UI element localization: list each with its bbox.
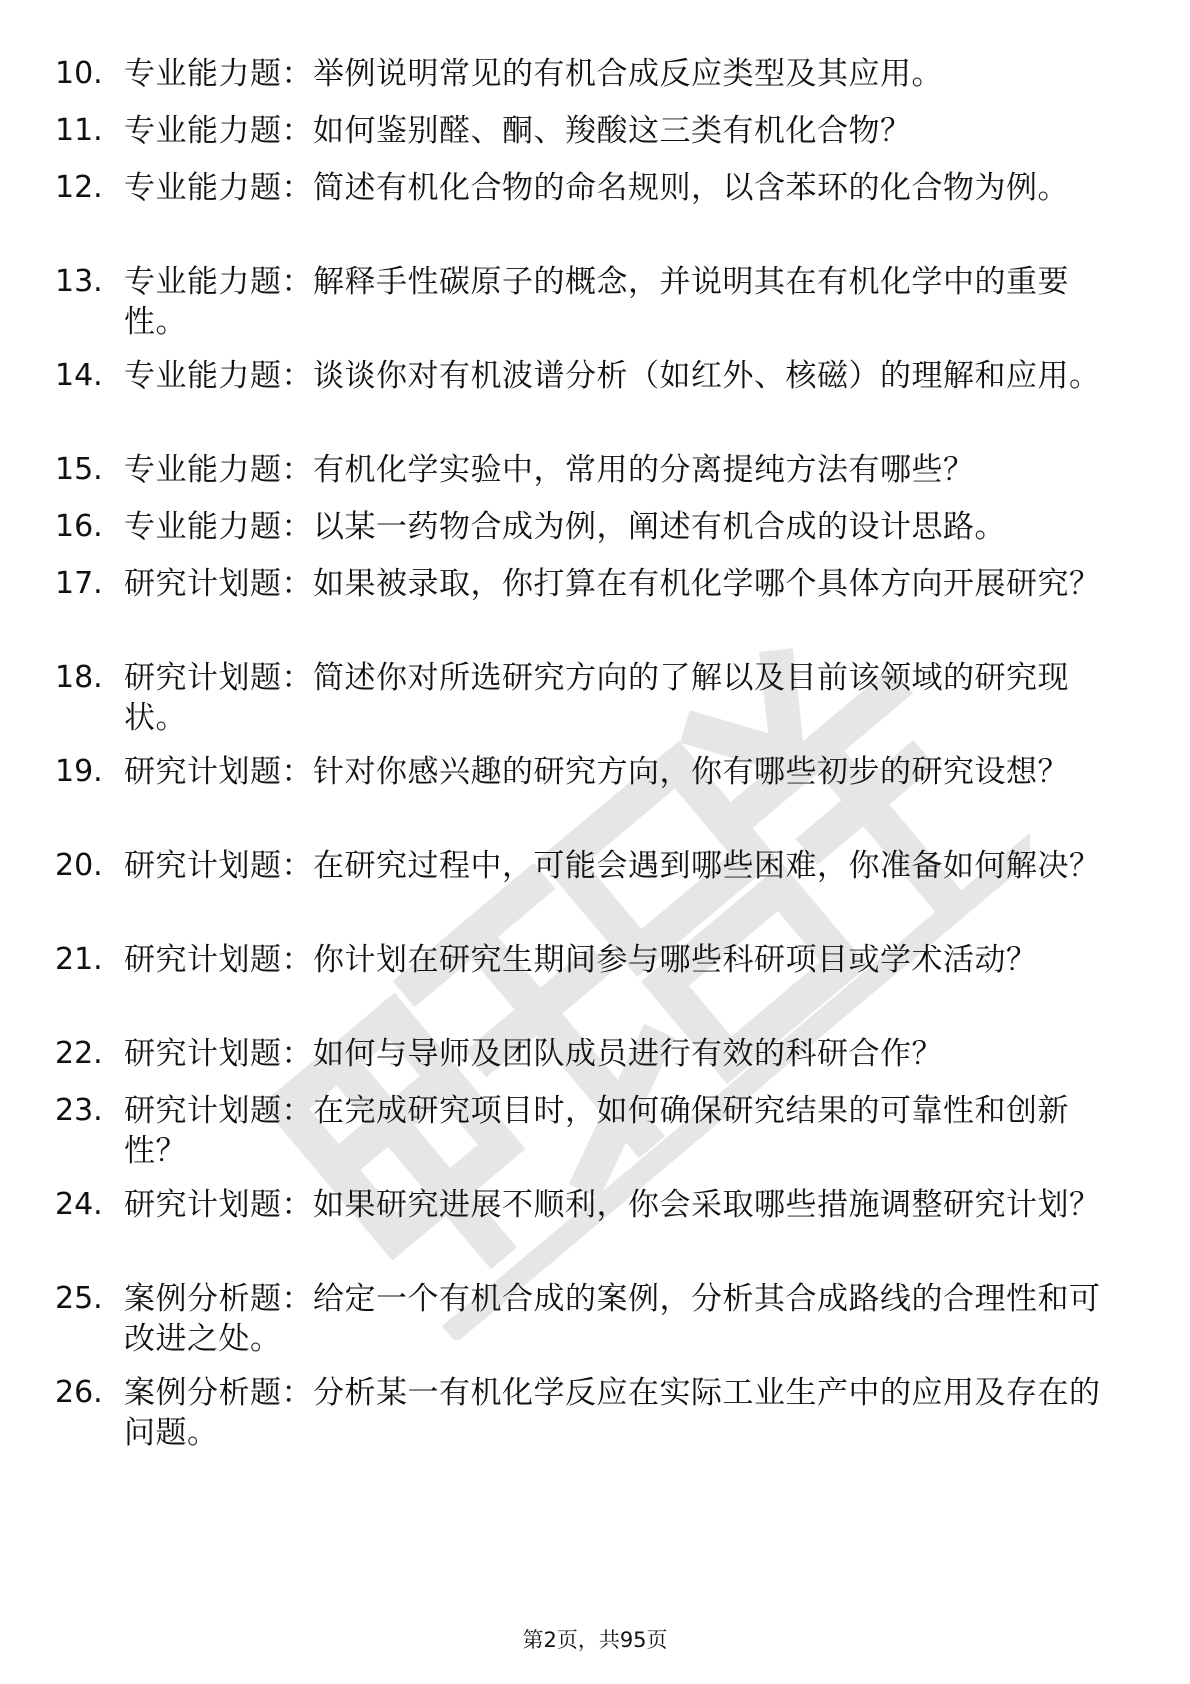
question-text: 解释手性碳原子的概念，并说明其在有机化学中的重要性。 (124, 264, 1069, 340)
question-number: 13. (55, 264, 103, 299)
question-type: 研究计划题： (124, 660, 313, 696)
question-type: 案例分析题： (124, 1375, 313, 1411)
question-number: 23. (55, 1093, 103, 1128)
question-text: 举例说明常见的有机合成反应类型及其应用。 (313, 56, 943, 92)
question-body (124, 1034, 1109, 1074)
question-text: 以某一药物合成为例，阐述有机合成的设计思路。 (313, 509, 1006, 545)
question-type: 专业能力题： (124, 358, 313, 394)
question-number: 12. (55, 170, 103, 205)
question-number: 18. (55, 660, 103, 695)
question-body (124, 846, 1109, 886)
question-body (124, 940, 1109, 980)
question-text: 针对你感兴趣的研究方向，你有哪些初步的研究设想？ (313, 754, 1069, 790)
question-type: 研究计划题： (124, 754, 313, 790)
question-number: 14. (55, 358, 103, 393)
question-body (124, 450, 1109, 490)
question-number: 16. (55, 509, 103, 544)
question-type: 专业能力题： (124, 509, 313, 545)
question-text: 在研究过程中，可能会遇到哪些困难，你准备如何解决？ (313, 848, 1101, 884)
question-text: 谈谈你对有机波谱分析（如红外、核磁）的理解和应用。 (313, 358, 1101, 394)
question-number: 21. (55, 942, 103, 977)
question-number: 22. (55, 1036, 103, 1071)
question-text: 有机化学实验中，常用的分离提纯方法有哪些？ (313, 452, 975, 488)
question-number: 25. (55, 1281, 103, 1316)
question-body (124, 507, 1109, 547)
question-number: 11. (55, 113, 103, 148)
question-type: 研究计划题： (124, 1036, 313, 1072)
question-body (124, 658, 1109, 738)
question-text: 在完成研究项目时，如何确保研究结果的可靠性和创新性？ (124, 1093, 1069, 1169)
question-text: 给定一个有机合成的案例，分析其合成路线的合理性和可改进之处。 (124, 1281, 1101, 1357)
question-number: 24. (55, 1187, 103, 1222)
question-text: 如果被录取，你打算在有机化学哪个具体方向开展研究？ (313, 566, 1101, 602)
question-body (124, 54, 1109, 94)
question-number: 15. (55, 452, 103, 487)
question-type: 专业能力题： (124, 56, 313, 92)
page-number: 第2页，共95页 (522, 1628, 668, 1652)
question-body (124, 1279, 1109, 1359)
question-text: 简述有机化合物的命名规则，以含苯环的化合物为例。 (313, 170, 1069, 206)
question-body (124, 1091, 1109, 1171)
question-body (124, 564, 1109, 604)
question-text: 如何与导师及团队成员进行有效的科研合作？ (313, 1036, 943, 1072)
question-number: 20. (55, 848, 103, 883)
question-text: 如果研究进展不顺利，你会采取哪些措施调整研究计划？ (313, 1187, 1101, 1223)
question-type: 专业能力题： (124, 264, 313, 300)
question-body (124, 1373, 1109, 1453)
question-type: 研究计划题： (124, 942, 313, 978)
question-type: 研究计划题： (124, 566, 313, 602)
question-type: 专业能力题： (124, 113, 313, 149)
question-type: 研究计划题： (124, 848, 313, 884)
question-number: 17. (55, 566, 103, 601)
question-body (124, 262, 1109, 342)
question-body (124, 111, 1109, 151)
question-number: 10. (55, 56, 103, 91)
question-text: 你计划在研究生期间参与哪些科研项目或学术活动？ (313, 942, 1038, 978)
question-number: 26. (55, 1375, 103, 1410)
question-type: 研究计划题： (124, 1093, 313, 1129)
question-number: 19. (55, 754, 103, 789)
question-body (124, 356, 1109, 396)
question-type: 研究计划题： (124, 1187, 313, 1223)
question-type: 案例分析题： (124, 1281, 313, 1317)
question-type: 专业能力题： (124, 452, 313, 488)
question-body (124, 752, 1109, 792)
question-text: 如何鉴别醛、酮、羧酸这三类有机化合物？ (313, 113, 912, 149)
question-type: 专业能力题： (124, 170, 313, 206)
question-text: 简述你对所选研究方向的了解以及目前该领域的研究现状。 (124, 660, 1069, 736)
question-body (124, 168, 1109, 208)
question-body (124, 1185, 1109, 1225)
question-text: 分析某一有机化学反应在实际工业生产中的应用及存在的问题。 (124, 1375, 1101, 1451)
